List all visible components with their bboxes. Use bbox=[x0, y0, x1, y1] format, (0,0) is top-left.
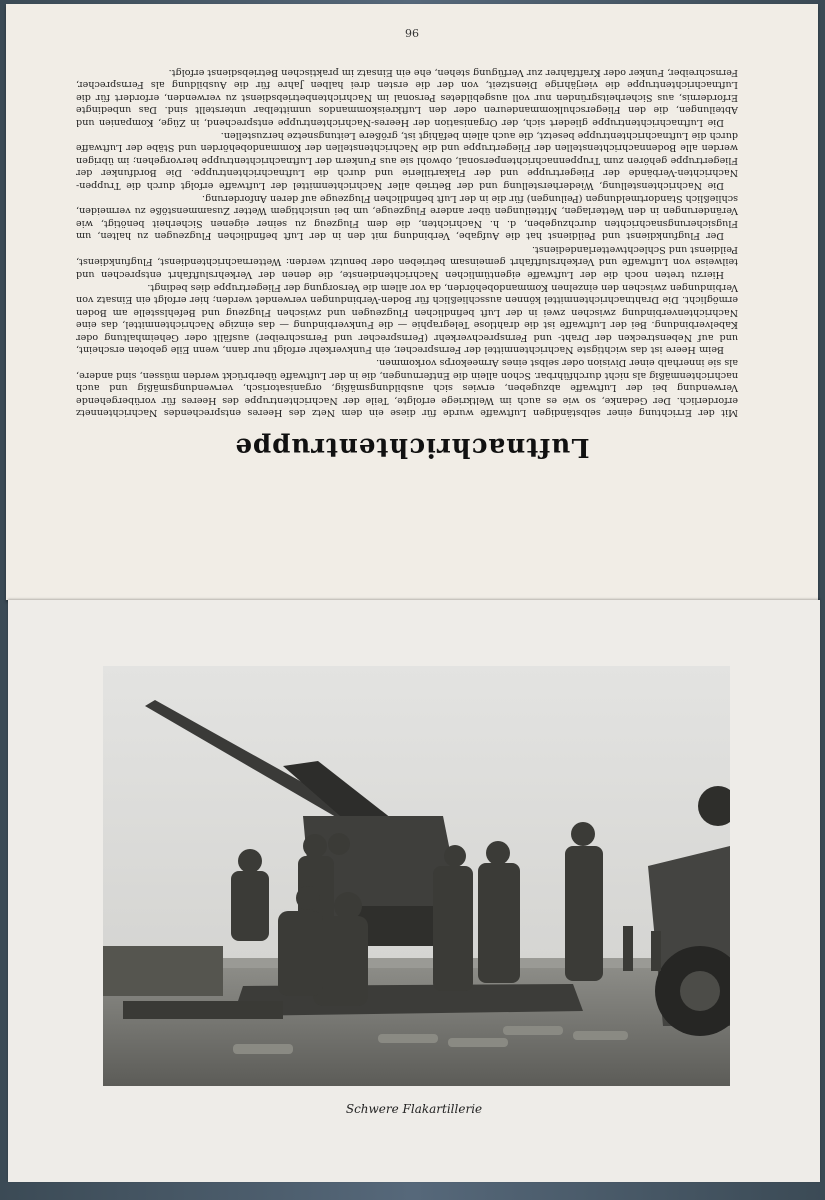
photo-page bbox=[8, 600, 820, 1182]
body-text bbox=[76, 60, 738, 418]
page-heading: Luftnachrichtentruppe bbox=[234, 432, 590, 462]
page-number: 96 bbox=[405, 26, 419, 39]
paragraph: Die Luftnachrichtentruppe gliedert sich, der Organisation der Heeres-Nachrichtentruppe entsprechend, in Züge, Kompanien und Abteilungen, die den Fliegerschulkommandeuren oder den Luftkreiskommandos unmittelbar unterstellt sind. Das unbedingte Erfordernis, aus Sicherheitsgründen nur voll ausgebildetes Personal im Nachrichtenbetriebsdienst zu verwenden, erfordert für die Luftnachrichtentruppe die vierjährige Dienstzeit, von der die ersten drei halben Jahre für die Ausbildung als Fernsprecher, Fernschreiber, Funker oder Kraftfahrer zur Verfügung stehen, ehe ein Einsatz im praktischen Betriebsdienst erfolgt. bbox=[76, 67, 738, 128]
flak-gun-photograph bbox=[103, 666, 730, 1086]
photo-illustration bbox=[103, 666, 730, 1086]
paragraph: Die Nachrichtenstellung, Wiederherstellung und der Betrieb aller Nachrichtenmittel der Luftwaffe erfolgt durch die Truppen-Nachrichten-Verbände der Fliegertruppe und der Flakartillerie und durch die Luftnachrichtentruppe. Die Bordfunker der Fliegertruppe gehören zum Truppennachrichtenpersonal, obwohl sie aus Funkern der Luftnachrichtentruppe hervorgehen; im übrigen werden alle Bodennachrichtenstellen der Fliegertruppe und die Nachrichtenstellen der Kommandobehörden und Stäbe der Luftwaffe durch die Luftnachrichtentruppe besetzt, die auch allein befähigt ist, größere Leitungsnetze herzustellen. bbox=[76, 130, 738, 191]
paragraph: Hierzu treten noch die der Luftwaffe eigentümlichen Nachrichtendienste, die denen der Verkehrsluftfahrt entsprechen und teilweise von Luftwaffe und Verkehrsluftfahrt gemeinsam betrieben oder benutzt werden: Wetternachrichtendienst, Flugfunkdienst, Peildienst und Schlechtwetterlandedienst. bbox=[76, 243, 738, 280]
text-page-upside-down bbox=[6, 4, 818, 600]
paragraph: Mit der Errichtung einer selbständigen Luftwaffe wurde für diese ein dem Netz des Heeres entsprechendes Nachrichtennetz erforderlich. Der Gedanke, so wie es auch im Weltkriege erfolgte, Teile der Nachrichtentruppe des Heeres für vorübergehende Verwendung bei der Luftwaffe abzugeben, erwies sich ausbildungsmäßig, organisatorisch, verwendungsmäßig und auch nachrichtenmäßig als nicht durchführbar. Schon allein die Entfernungen, die in der Luftwaffe überbrückt werden müssen, sind andere, als sie innerhalb einer Division oder selbst eines Armeekorps vorkommen. bbox=[76, 357, 738, 418]
photo-caption: Schwere Flakartillerie bbox=[345, 1102, 483, 1116]
text-page-rotated-content bbox=[6, 4, 818, 600]
paragraph: Beim Heere ist das wichtigste Nachrichtenmittel der Fernsprecher, ein Funkverkehr erfolgt nur dann, wenn Eile geboten erscheint, und auf Nebenstrecken der Draht- und Fernsprechverkehr (Fernsprecher und Fernschreiber) ausfällt oder Geheimhaltung oder Kabelverbindung. Bei der Luftwaffe ist die drahtlose Telegraphie — die Funkverbindung — das einzige Nachrichtenmittel, das eine Nachrichtenverbindung zwischen zwei in der Luft befindlichen Flugzeugen und zwischen Flugzeug und Befehlsstelle am Boden ermöglicht. Die Drahtnachrichtenmittel können ausschließlich für Boden-Verbindungen verwendet werden; hier erfolgt ein Einsatz von Verbindungen zwischen den einzelnen Kommandobehörden, da vor allem die Versorgung der Fliegertruppe dies bedingt. bbox=[76, 281, 738, 355]
paragraph: Der Flugfunkdienst und Peildienst hat die Aufgabe, Verbindung mit den in der Luft befindlichen Flugzeugen zu halten, um Flugsicherungsnachrichten durchzugeben, d. h. Nachrichten, die dem Flugzeug zu seiner eigenen Sicherheit benötigt, wie Veränderungen in den Wetterlagen, Mitteilungen über andere Flugzeuge, um bei unsichtigem Wetter Zusammenstöße zu vermeiden, schließlich Standortmeldungen (Peilungen) für die in der Luft befindlichen Flugzeuge auf deren Anforderung. bbox=[76, 193, 738, 242]
